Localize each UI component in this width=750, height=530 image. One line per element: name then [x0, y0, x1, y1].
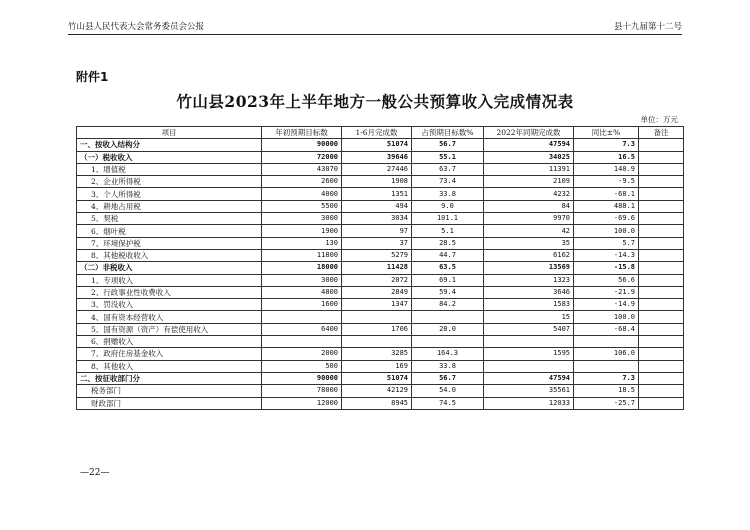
cell-pct: 44.7 [412, 249, 484, 261]
cell-item: 7、政府住房基金收入 [77, 348, 262, 360]
cell-pct [412, 311, 484, 323]
cell-item: 财政部门 [77, 397, 262, 409]
cell-item: （一）税收收入 [77, 151, 262, 163]
table-row [77, 163, 684, 175]
cell-prev: 1595 [484, 348, 574, 360]
cell-prev: 35561 [484, 385, 574, 397]
cell-yoy: -68.4 [574, 323, 639, 335]
cell-prev: 12033 [484, 397, 574, 409]
cell-yoy: 140.9 [574, 163, 639, 175]
cell-target: 4800 [262, 286, 342, 298]
cell-target: 90000 [262, 372, 342, 384]
cell-pct: 69.1 [412, 274, 484, 286]
table-row [77, 237, 684, 249]
table-row [77, 151, 684, 163]
table-row [77, 213, 684, 225]
table-row [77, 286, 684, 298]
cell-pct: 56.7 [412, 372, 484, 384]
cell-yoy: -69.6 [574, 213, 639, 225]
table-row [77, 360, 684, 372]
cell-yoy [574, 336, 639, 348]
cell-note [639, 139, 684, 151]
cell-pct: 5.1 [412, 225, 484, 237]
cell-done: 8945 [342, 397, 412, 409]
cell-pct: 63.5 [412, 262, 484, 274]
cell-yoy: 5.7 [574, 237, 639, 249]
cell-prev [484, 360, 574, 372]
cell-item: 4、耕地占用税 [77, 200, 262, 212]
cell-prev: 35 [484, 237, 574, 249]
cell-note [639, 188, 684, 200]
cell-prev: 6162 [484, 249, 574, 261]
cell-prev: 9970 [484, 213, 574, 225]
cell-yoy: 488.1 [574, 200, 639, 212]
cell-yoy [574, 360, 639, 372]
cell-target [262, 311, 342, 323]
cell-done: 3034 [342, 213, 412, 225]
table-row [77, 262, 684, 274]
cell-yoy: -68.1 [574, 188, 639, 200]
cell-prev: 42 [484, 225, 574, 237]
cell-done: 11428 [342, 262, 412, 274]
column-header: 年初预期目标数 [262, 127, 342, 139]
cell-done: 2849 [342, 286, 412, 298]
cell-item: 3、罚没收入 [77, 299, 262, 311]
cell-target: 1900 [262, 225, 342, 237]
table-row [77, 274, 684, 286]
cell-yoy: -21.9 [574, 286, 639, 298]
cell-done [342, 336, 412, 348]
cell-target: 6400 [262, 323, 342, 335]
cell-note [639, 348, 684, 360]
cell-yoy: 100.0 [574, 311, 639, 323]
table-row [77, 188, 684, 200]
cell-item: （二）非税收入 [77, 262, 262, 274]
cell-done: 1351 [342, 188, 412, 200]
cell-yoy: -9.5 [574, 176, 639, 188]
cell-prev: 2109 [484, 176, 574, 188]
cell-target: 72000 [262, 151, 342, 163]
cell-note [639, 213, 684, 225]
page-number: —22— [80, 468, 110, 478]
cell-note [639, 237, 684, 249]
column-header: 1-6月完成数 [342, 127, 412, 139]
cell-prev: 5407 [484, 323, 574, 335]
cell-prev: 47594 [484, 139, 574, 151]
cell-item: 二、按征收部门分 [77, 372, 262, 384]
cell-done: 51074 [342, 139, 412, 151]
header-divider [68, 34, 682, 35]
cell-item: 一、按收入结构分 [77, 139, 262, 151]
cell-yoy: -14.9 [574, 299, 639, 311]
cell-done: 2072 [342, 274, 412, 286]
cell-yoy: 18.5 [574, 385, 639, 397]
cell-prev: 15 [484, 311, 574, 323]
cell-prev: 13569 [484, 262, 574, 274]
cell-note [639, 274, 684, 286]
cell-item: 1、专项收入 [77, 274, 262, 286]
cell-pct: 33.8 [412, 360, 484, 372]
cell-item: 8、其他税收收入 [77, 249, 262, 261]
cell-target: 1600 [262, 299, 342, 311]
cell-item: 7、环境保护税 [77, 237, 262, 249]
table-row [77, 348, 684, 360]
cell-yoy: -14.3 [574, 249, 639, 261]
table-row [77, 397, 684, 409]
cell-note [639, 249, 684, 261]
table-row [77, 311, 684, 323]
cell-pct: 55.1 [412, 151, 484, 163]
cell-done: 5279 [342, 249, 412, 261]
cell-target: 5500 [262, 200, 342, 212]
cell-done: 3285 [342, 348, 412, 360]
cell-done: 51074 [342, 372, 412, 384]
cell-prev: 1583 [484, 299, 574, 311]
table-row [77, 336, 684, 348]
cell-done: 97 [342, 225, 412, 237]
cell-note [639, 163, 684, 175]
cell-pct: 73.4 [412, 176, 484, 188]
cell-item: 8、其他收入 [77, 360, 262, 372]
table-row [77, 385, 684, 397]
cell-done [342, 311, 412, 323]
cell-pct: 84.2 [412, 299, 484, 311]
cell-yoy: -25.7 [574, 397, 639, 409]
cell-note [639, 151, 684, 163]
cell-target: 130 [262, 237, 342, 249]
cell-note [639, 336, 684, 348]
cell-note [639, 299, 684, 311]
cell-item: 6、烟叶税 [77, 225, 262, 237]
cell-note [639, 311, 684, 323]
revenue-table [76, 126, 684, 410]
cell-pct: 28.0 [412, 323, 484, 335]
table-row [77, 200, 684, 212]
table-row [77, 323, 684, 335]
cell-yoy: 100.0 [574, 225, 639, 237]
cell-item: 2、行政事业性收费收入 [77, 286, 262, 298]
table-row [77, 139, 684, 151]
cell-target: 500 [262, 360, 342, 372]
table-row [77, 249, 684, 261]
cell-item: 4、国有资本经营收入 [77, 311, 262, 323]
column-header: 2022年同期完成数 [484, 127, 574, 139]
cell-pct: 59.4 [412, 286, 484, 298]
cell-target: 2600 [262, 176, 342, 188]
attachment-label: 附件1 [76, 70, 109, 84]
cell-note [639, 372, 684, 384]
cell-item: 税务部门 [77, 385, 262, 397]
table-row [77, 372, 684, 384]
cell-note [639, 200, 684, 212]
cell-prev [484, 336, 574, 348]
cell-prev: 1323 [484, 274, 574, 286]
cell-yoy: 7.3 [574, 372, 639, 384]
cell-note [639, 360, 684, 372]
table-row [77, 299, 684, 311]
cell-done: 39646 [342, 151, 412, 163]
column-header: 占预期目标数% [412, 127, 484, 139]
cell-target: 90000 [262, 139, 342, 151]
cell-item: 1、增值税 [77, 163, 262, 175]
cell-target [262, 336, 342, 348]
cell-yoy: 16.5 [574, 151, 639, 163]
cell-pct: 28.5 [412, 237, 484, 249]
cell-done: 42129 [342, 385, 412, 397]
cell-pct: 9.0 [412, 200, 484, 212]
cell-yoy: 56.6 [574, 274, 639, 286]
cell-item: 2、企业所得税 [77, 176, 262, 188]
cell-target: 12000 [262, 397, 342, 409]
cell-pct: 33.8 [412, 188, 484, 200]
cell-done: 169 [342, 360, 412, 372]
cell-item: 3、个人所得税 [77, 188, 262, 200]
cell-item: 5、契税 [77, 213, 262, 225]
cell-done: 27446 [342, 163, 412, 175]
cell-pct: 164.3 [412, 348, 484, 360]
table-body [77, 139, 684, 410]
cell-done: 494 [342, 200, 412, 212]
cell-prev: 84 [484, 200, 574, 212]
cell-done: 1908 [342, 176, 412, 188]
issue-number: 县十九届第十二号 [613, 22, 682, 32]
document-title: 竹山县2023年上半年地方一般公共预算收入完成情况表 [176, 92, 574, 111]
cell-item: 6、捐赠收入 [77, 336, 262, 348]
cell-note [639, 176, 684, 188]
column-header: 同比±% [574, 127, 639, 139]
cell-pct: 63.7 [412, 163, 484, 175]
cell-pct: 54.0 [412, 385, 484, 397]
column-header: 项目 [77, 127, 262, 139]
cell-note [639, 225, 684, 237]
cell-pct: 74.5 [412, 397, 484, 409]
cell-prev: 4232 [484, 188, 574, 200]
cell-pct: 56.7 [412, 139, 484, 151]
cell-note [639, 286, 684, 298]
cell-prev: 34025 [484, 151, 574, 163]
table-row [77, 225, 684, 237]
bulletin-name: 竹山县人民代表大会常务委员会公报 [68, 22, 205, 32]
cell-note [639, 385, 684, 397]
cell-prev: 47594 [484, 372, 574, 384]
cell-pct [412, 336, 484, 348]
cell-done: 1347 [342, 299, 412, 311]
cell-prev: 11391 [484, 163, 574, 175]
cell-target: 43070 [262, 163, 342, 175]
cell-yoy: 106.0 [574, 348, 639, 360]
cell-yoy: -15.8 [574, 262, 639, 274]
cell-done: 1706 [342, 323, 412, 335]
cell-target: 2000 [262, 348, 342, 360]
cell-target: 3000 [262, 213, 342, 225]
cell-item: 5、国有资源（资产）有偿使用收入 [77, 323, 262, 335]
cell-note [639, 262, 684, 274]
cell-note [639, 323, 684, 335]
cell-target: 3000 [262, 274, 342, 286]
cell-target: 78000 [262, 385, 342, 397]
unit-label: 单位：万元 [640, 115, 678, 124]
column-header: 备注 [639, 127, 684, 139]
cell-yoy: 7.3 [574, 139, 639, 151]
table-header-row [77, 127, 684, 139]
cell-prev: 3646 [484, 286, 574, 298]
cell-target: 18000 [262, 262, 342, 274]
cell-pct: 101.1 [412, 213, 484, 225]
cell-note [639, 397, 684, 409]
table-row [77, 176, 684, 188]
cell-target: 11800 [262, 249, 342, 261]
cell-target: 4000 [262, 188, 342, 200]
cell-done: 37 [342, 237, 412, 249]
